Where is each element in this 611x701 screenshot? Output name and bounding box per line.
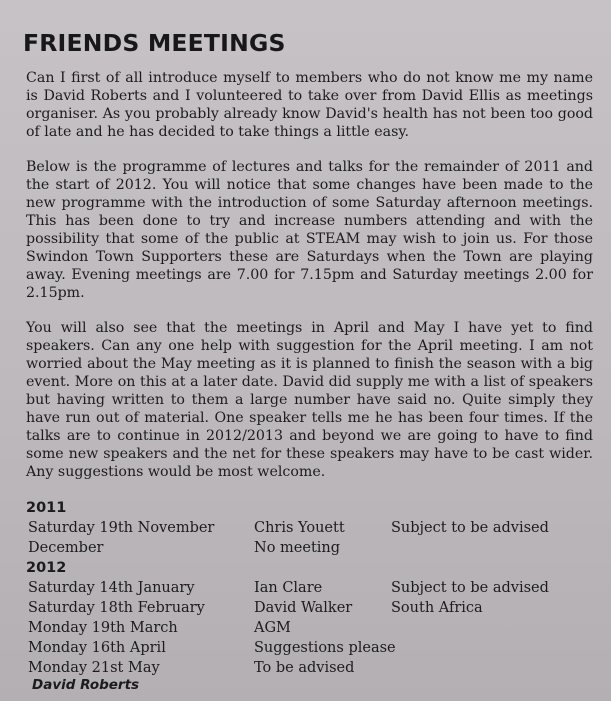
meeting-speaker: Suggestions please [254, 640, 396, 657]
meeting-speaker: No meeting [254, 540, 341, 557]
schedule-row [26, 618, 593, 638]
schedule-row [26, 638, 593, 658]
meeting-date: Saturday 18th February [28, 600, 205, 617]
meeting-speaker: To be advised [254, 660, 355, 677]
meeting-date: Monday 19th March [28, 620, 178, 637]
schedule-row [26, 518, 593, 538]
meeting-topic: South Africa [391, 600, 483, 617]
speakers-paragraph: You will also see that the meetings in April and May I have yet to find speakers. Can any one help with suggestion for the April meeting. I am not worried about the May meeting as it is planned to finish the season with a big event. More on this at a later date. David did supply me with a list of speakers but having written to them a large number have said no. Quite simply they have run out of material. One speaker tells me he has been four times. If the talks are to continue in 2012/2013 and beyond we are going to have to find some new speakers and the net for these speakers may have to be cast wider. Any suggestions would be most welcome. [26, 320, 593, 481]
meeting-date: Monday 16th April [28, 640, 166, 657]
meeting-speaker: AGM [254, 620, 291, 637]
meeting-topic: Subject to be advised [391, 580, 549, 597]
meeting-date: Monday 21st May [28, 660, 160, 677]
schedule-row [26, 658, 593, 678]
meeting-speaker: Ian Clare [254, 580, 323, 597]
meeting-date: December [28, 540, 104, 557]
page-title: FRIENDS MEETINGS [23, 29, 286, 57]
year-heading-2011: 2011 [26, 500, 67, 517]
meeting-speaker: Chris Youett [254, 520, 345, 537]
schedule-row [26, 538, 593, 558]
meeting-topic: Subject to be advised [391, 520, 549, 537]
author-signature: David Roberts [32, 677, 140, 693]
schedule-row [26, 578, 593, 598]
intro-paragraph: Can I first of all introduce myself to members who do not know me my name is David Roberts and I volunteered to take over from David Ellis as meetings organiser. As you probably already know David's health has not been too good of late and he has decided to take things a little easy. [26, 70, 593, 141]
meeting-schedule [26, 498, 593, 678]
schedule-row [26, 598, 593, 618]
year-heading-2012: 2012 [26, 560, 67, 577]
meeting-date: Saturday 19th November [28, 520, 215, 537]
meeting-speaker: David Walker [254, 600, 353, 617]
programme-paragraph: Below is the programme of lectures and talks for the remainder of 2011 and the start of 2012. You will notice that some changes have been made to the new programme with the introduction of some Saturday afternoon meetings. This has been done to try and increase numbers attending and with the possibility that some of the public at STEAM may wish to join us. For those Swindon Town Supporters these are Saturdays when the Town are playing away. Evening meetings are 7.00 for 7.15pm and Saturday meetings 2.00 for 2.15pm. [26, 159, 593, 302]
meeting-date: Saturday 14th January [28, 580, 195, 597]
